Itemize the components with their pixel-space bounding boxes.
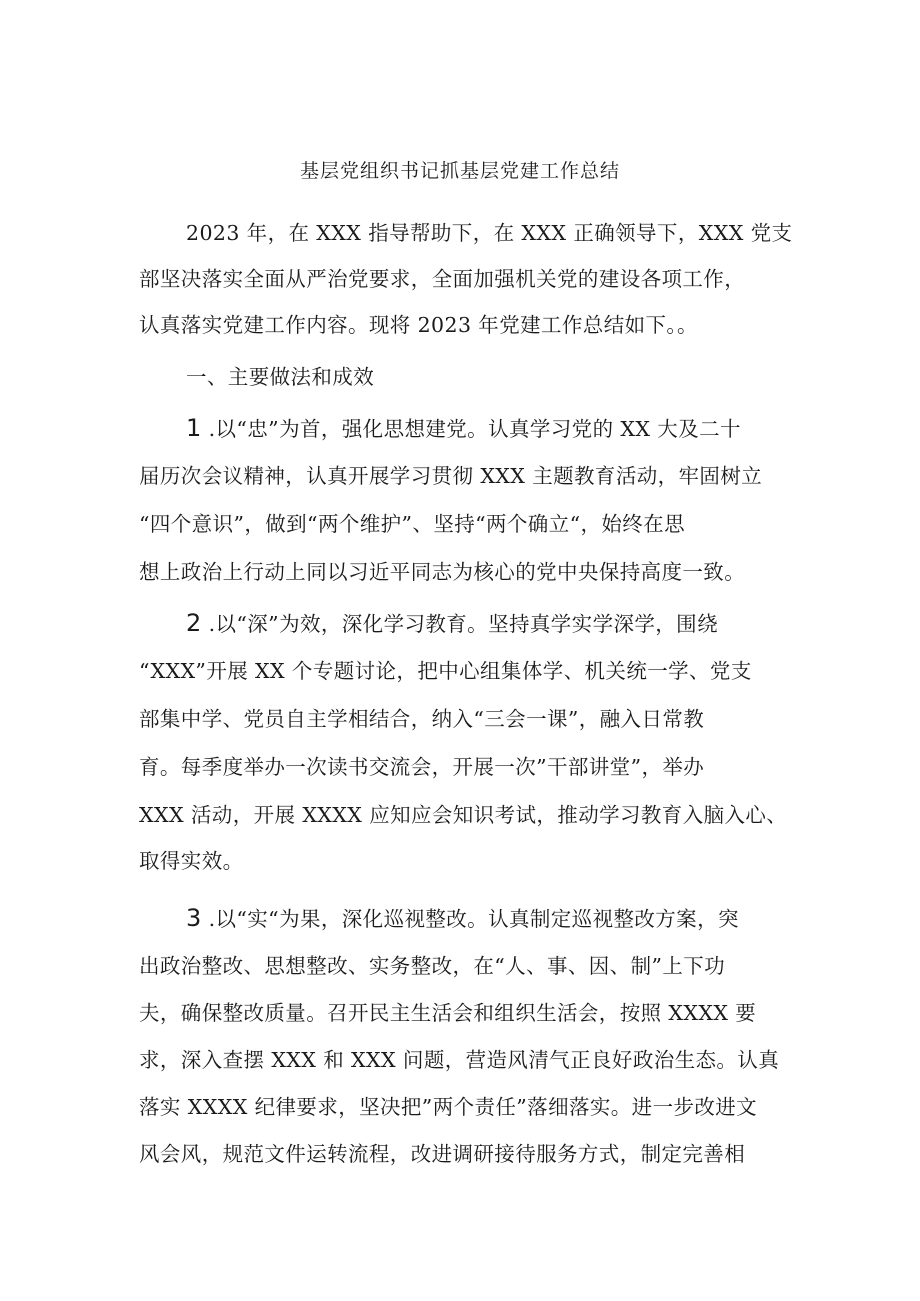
item-1-line: 想上政治上行动上同以习近平同志为核心的党中央保持高度一致。: [139, 560, 746, 584]
item-1-line: “四个意识”，做到“两个维护”、坚持“两个确立“，始终在思: [139, 512, 685, 536]
item-2-line: XXX 活动，开展 XXXX 应知应会知识考试，推动学习教育入脑入心、: [139, 803, 788, 827]
item-2-line: 取得实效。: [139, 849, 244, 873]
item-1-number: 1: [186, 414, 202, 442]
item-3-line: 落实 XXXX 纪律要求，坚决把”两个责任”落细落实。进一步改进文: [139, 1095, 758, 1119]
item-3-line: 求，深入查摆 XXX 和 XXX 问题，营造风清气正良好政治生态。认真: [139, 1048, 780, 1072]
item-1-first-text: .以“忠”为首，强化思想建党。认真学习党的 XX 大及二十: [201, 417, 741, 441]
item-2-line: 育。每季度举办一次读书交流会，开展一次”干部讲堂”，举办: [139, 755, 705, 779]
section-heading: 一、主要做法和成效: [186, 365, 375, 389]
intro-line-2: 部坚决落实全面从严治党要求，全面加强机关党的建设各项工作，: [139, 267, 746, 291]
item-3-first-text: .以“实“为果，深化巡视整改。认真制定巡视整改方案，突: [201, 907, 739, 931]
item-3-line: 风会风，规范文件运转流程，改进调研接待服务方式，制定完善相: [139, 1142, 746, 1166]
intro-line-1: 2023 年，在 XXX 指导帮助下，在 XXX 正确领导下，XXX 党支: [186, 221, 793, 245]
item-2-line: 部集中学、党员自主学相结合，纳入“三会一课”，融入日常教: [139, 707, 705, 731]
item-3-line: 夫，确保整改质量。召开民主生活会和组织生活会，按照 XXXX 要: [139, 1001, 757, 1025]
item-2-first-line: [186, 608, 718, 639]
item-3-number: 3: [186, 904, 202, 932]
item-1-first-line: [186, 413, 741, 444]
item-3-line: 出政治整改、思想整改、实务整改，在“人、事、因、制”上下功: [139, 954, 726, 978]
item-2-line: “XXX”开展 XX 个专题讨论，把中心组集体学、机关统一学、党支: [139, 659, 752, 683]
item-2-number: 2: [186, 609, 202, 637]
intro-line-3: 认真落实党建工作内容。现将 2023 年党建工作总结如下。。: [139, 313, 698, 337]
item-3-first-line: [186, 903, 739, 934]
item-2-first-text: .以“深”为效，深化学习教育。坚持真学实学深学，围绕: [201, 612, 718, 636]
document-title: 基层党组织书记抓基层党建工作总结: [299, 160, 620, 182]
item-1-line: 届历次会议精神，认真开展学习贯彻 XXX 主题教育活动，牢固树立: [139, 464, 763, 488]
